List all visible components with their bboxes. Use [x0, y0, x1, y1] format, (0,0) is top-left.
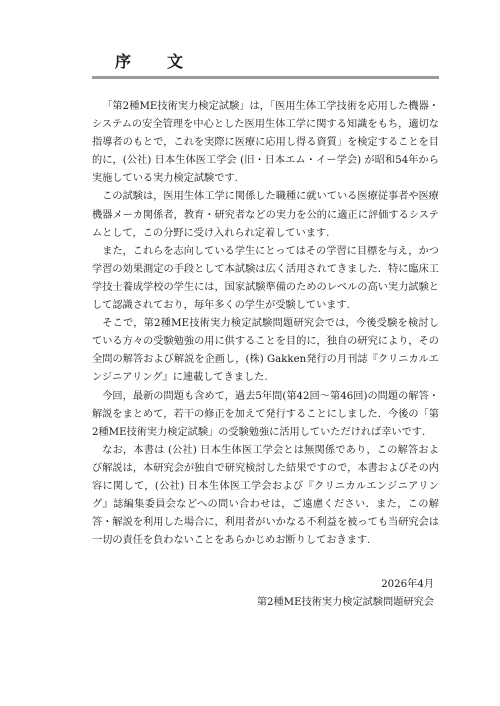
paragraph-2: この試験は，医用生体工学に関係した職種に就いている医療従事者や医療機器メーカ関係者，教育・研究者などの実力を公的に適正に評価するシステムとして，この分野に受け入れられ定着しています. [92, 191, 439, 239]
signature-date: 2026年4月 [381, 579, 434, 590]
paragraph-6: なお，本書は (公社) 日本生体医工学会とは無関係であり，この解答および解説は，本研究会が独自で研究検討した結果ですので，本書およびその内容に関して，(公社) 日本生体医工学会および『クリニカルエンジニアリング』誌編集委員会などへの問い合わせは，ご遠慮ください．また，この解答・解説を利用した場合に，利用者がいかなる不利益を被っても当研究会は一切の責任を負わないことをあらかじめお断りしておきます. [92, 444, 439, 547]
paragraph-5: 今回，最新の問題も含めて，過去5年間(第42回〜第46回)の問題の解答・解説をまとめて，若干の修正を加えて発行することにしました．今後の「第2種ME技術実力検定試験」の受験勉強に活用していただければ幸いです. [92, 390, 439, 438]
paragraph-4: そこで，第2種ME技術実力検定試験問題研究会では，今後受験を検討している方々の受験勉強の用に供することを目的に，独自の研究により，その全問の解答および解説を企画し，(株) Gakken発行の月刊誌『クリニカルエンジニアリング』に連載してきました. [92, 318, 439, 384]
preface-body [92, 98, 439, 550]
page-header [92, 52, 439, 79]
signature-block [257, 576, 434, 613]
paragraph-3: また，これらを志向している学生にとってはその学習に目標を与え，かつ学習の効果測定の手段として本試験は広く活用されてきました．特に臨床工学技士養成学校の学生には，国家試験準備のためのレベルの高い実力試験として認識されており，毎年多くの学生が受験しています. [92, 245, 439, 312]
page-title: 序 文 [115, 52, 194, 71]
paragraph-1: 「第2種ME技術実力検定試験」は，「医用生体工学技術を応用した機器・システムの安全管理を中心とした医用生体工学に関する知識をもち，適切な指導者のもとで，これを実際に医療に応用し得る資質」を検定することを目的に，(公社) 日本生体医工学会 (旧・日本エム・イー学会) が昭和54年から実施している実力検定試験です. [92, 101, 439, 185]
title-underline [92, 76, 439, 79]
signature-author: 第2種ME技術実力検定試験問題研究会 [256, 597, 434, 609]
